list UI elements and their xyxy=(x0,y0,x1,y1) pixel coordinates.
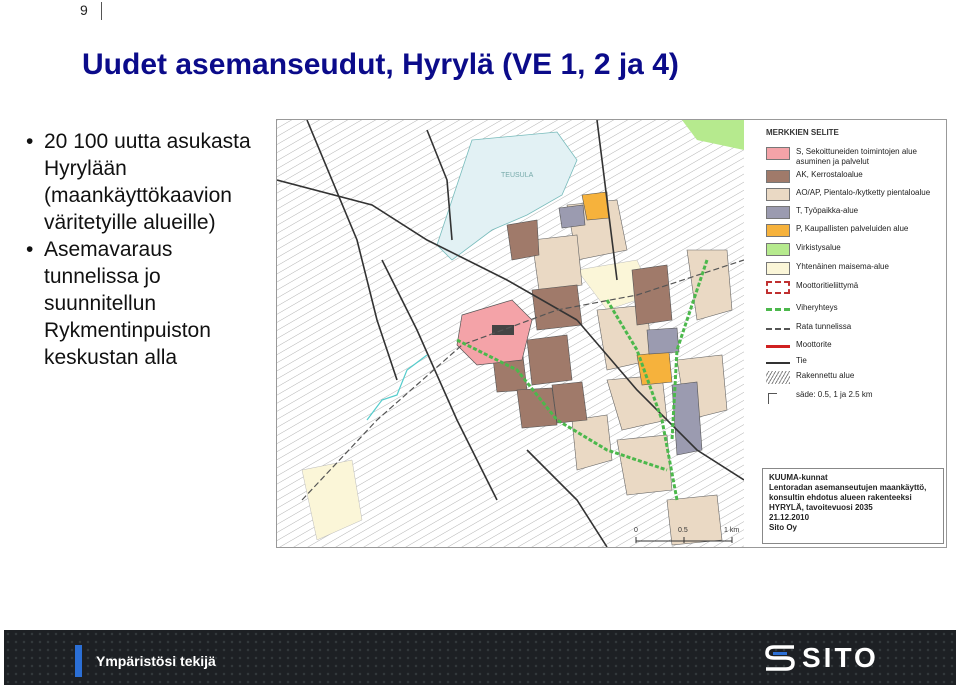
scale-label: 1 km xyxy=(724,527,740,534)
legend-swatch xyxy=(766,224,790,237)
info-line: Sito Oy xyxy=(769,523,798,532)
page-number-divider xyxy=(101,2,102,20)
legend-swatch xyxy=(766,170,790,183)
legend-swatch xyxy=(766,188,790,201)
info-line: HYRYLÄ, tavoitevuosi 2035 xyxy=(769,503,873,512)
page-number: 9 xyxy=(80,2,88,18)
footer-bar xyxy=(4,630,956,685)
legend-swatch xyxy=(766,340,790,353)
legend-swatch xyxy=(766,243,790,256)
legend-label: Viheryhteys xyxy=(796,303,838,312)
info-line: KUUMA-kunnat xyxy=(769,473,828,482)
scale-label: 0 xyxy=(634,527,638,534)
legend-swatch xyxy=(766,356,790,369)
legend-item xyxy=(766,170,946,183)
legend-swatch xyxy=(766,390,790,403)
legend-swatch xyxy=(766,322,790,335)
legend-swatch xyxy=(766,262,790,275)
legend-item xyxy=(766,356,946,369)
legend-item xyxy=(766,262,946,275)
legend-swatch xyxy=(766,303,790,316)
scale-label: 0.5 xyxy=(678,527,688,534)
legend-item xyxy=(766,224,946,237)
legend-item xyxy=(766,281,946,294)
footer-slogan: Ympäristösi tekijä xyxy=(96,653,216,669)
bullet-item: • Asemavaraus tunnelissa jo suunnitellun Rykmentinpuiston keskustan alla xyxy=(26,236,271,371)
legend-item xyxy=(766,371,946,384)
scale-bar xyxy=(632,525,742,545)
legend-item xyxy=(766,390,946,403)
legend-label: Moottorite xyxy=(796,340,832,349)
legend-label: Tie xyxy=(796,356,807,365)
map-info-box xyxy=(762,468,944,544)
map-drawing xyxy=(277,120,744,547)
legend-label: S, Sekoittuneiden toimintojen alue asuminen ja palvelut xyxy=(796,147,917,166)
info-line: 21.12.2010 xyxy=(769,513,810,522)
legend-item xyxy=(766,206,946,219)
legend-label: Virkistysalue xyxy=(796,243,841,252)
legend-item xyxy=(766,340,946,353)
legend-label: Rakennettu alue xyxy=(796,371,855,380)
legend-label: P, Kaupallisten palveluiden alue xyxy=(796,224,909,233)
legend-swatch xyxy=(766,147,790,160)
legend-swatch xyxy=(766,281,790,294)
sito-logo-icon xyxy=(764,645,796,671)
legend-label: AK, Kerrostaloalue xyxy=(796,170,863,179)
info-line: konsultin ehdotus alueen rakenteeksi xyxy=(769,493,912,502)
legend-item xyxy=(766,188,946,201)
info-line: Lentoradan asemanseutujen maankäyttö, xyxy=(769,483,927,492)
legend-label: Yhtenäinen maisema-alue xyxy=(796,262,889,271)
legend-item xyxy=(766,303,946,316)
bullet-list xyxy=(26,128,271,371)
legend-item xyxy=(766,243,946,256)
footer-accent-bar xyxy=(75,645,82,677)
legend-label: Moottoritieliittymä xyxy=(796,281,859,290)
legend-title: MERKKIEN SELITE xyxy=(766,128,839,137)
legend-label: AO/AP, Pientalo-/kytketty pientaloalue xyxy=(796,188,931,197)
slide-title: Uudet asemanseudut, Hyrylä (VE 1, 2 ja 4) xyxy=(82,48,679,81)
legend-label: säde: 0.5, 1 ja 2.5 km xyxy=(796,390,873,399)
sito-logo-text: SITO xyxy=(802,642,879,673)
legend-swatch xyxy=(766,206,790,219)
map-graphic xyxy=(277,120,744,547)
legend-label: T, Työpaikka-alue xyxy=(796,206,859,215)
legend-item xyxy=(766,147,946,167)
sito-logo xyxy=(764,643,879,673)
legend-label: Rata tunnelissa xyxy=(796,322,852,331)
map-legend xyxy=(744,120,946,415)
legend-swatch xyxy=(766,371,790,384)
legend-item xyxy=(766,322,946,335)
land-use-map xyxy=(276,119,947,548)
bullet-item: • 20 100 uutta asukasta Hyrylään (maankäyttökaavion väritetyille alueille) xyxy=(26,128,271,236)
place-label: TEUSULA xyxy=(501,172,534,179)
